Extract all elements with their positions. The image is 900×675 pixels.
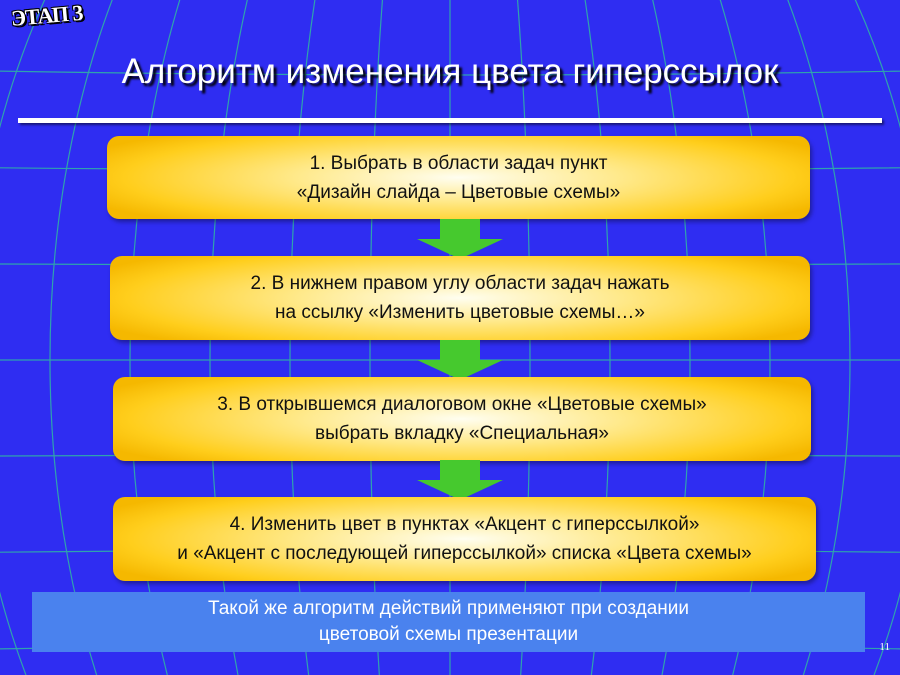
step-box-4 <box>113 497 816 581</box>
down-arrow-icon <box>417 219 503 259</box>
step-text-4: 4. Изменить цвет в пунктах «Акцент с гиперссылкой» и «Акцент с последующей гиперссылкой» списка «Цвета схемы» <box>177 514 752 564</box>
summary-note: Такой же алгоритм действий применяют при создании цветовой схемы презентации <box>32 592 865 652</box>
step-text-2: 2. В нижнем правом углу области задач нажать на ссылку «Изменить цветовые схемы…» <box>250 273 670 323</box>
stage-label: ЭТАП 3 <box>10 0 84 31</box>
down-arrow-icon <box>417 460 503 500</box>
step-text-3: 3. В открывшемся диалоговом окне «Цветовые схемы» выбрать вкладку «Специальная» <box>217 394 707 444</box>
step-box-3 <box>113 377 811 461</box>
step-text-1: 1. Выбрать в области задач пункт «Дизайн слайда – Цветовые схемы» <box>296 152 621 203</box>
page-number: 11 <box>879 641 890 653</box>
step-box-2 <box>110 256 810 340</box>
page-title: Алгоритм изменения цвета гиперссылок <box>121 52 779 91</box>
down-arrow-icon <box>417 340 503 380</box>
step-box-1 <box>107 136 810 219</box>
title-divider <box>18 118 882 123</box>
